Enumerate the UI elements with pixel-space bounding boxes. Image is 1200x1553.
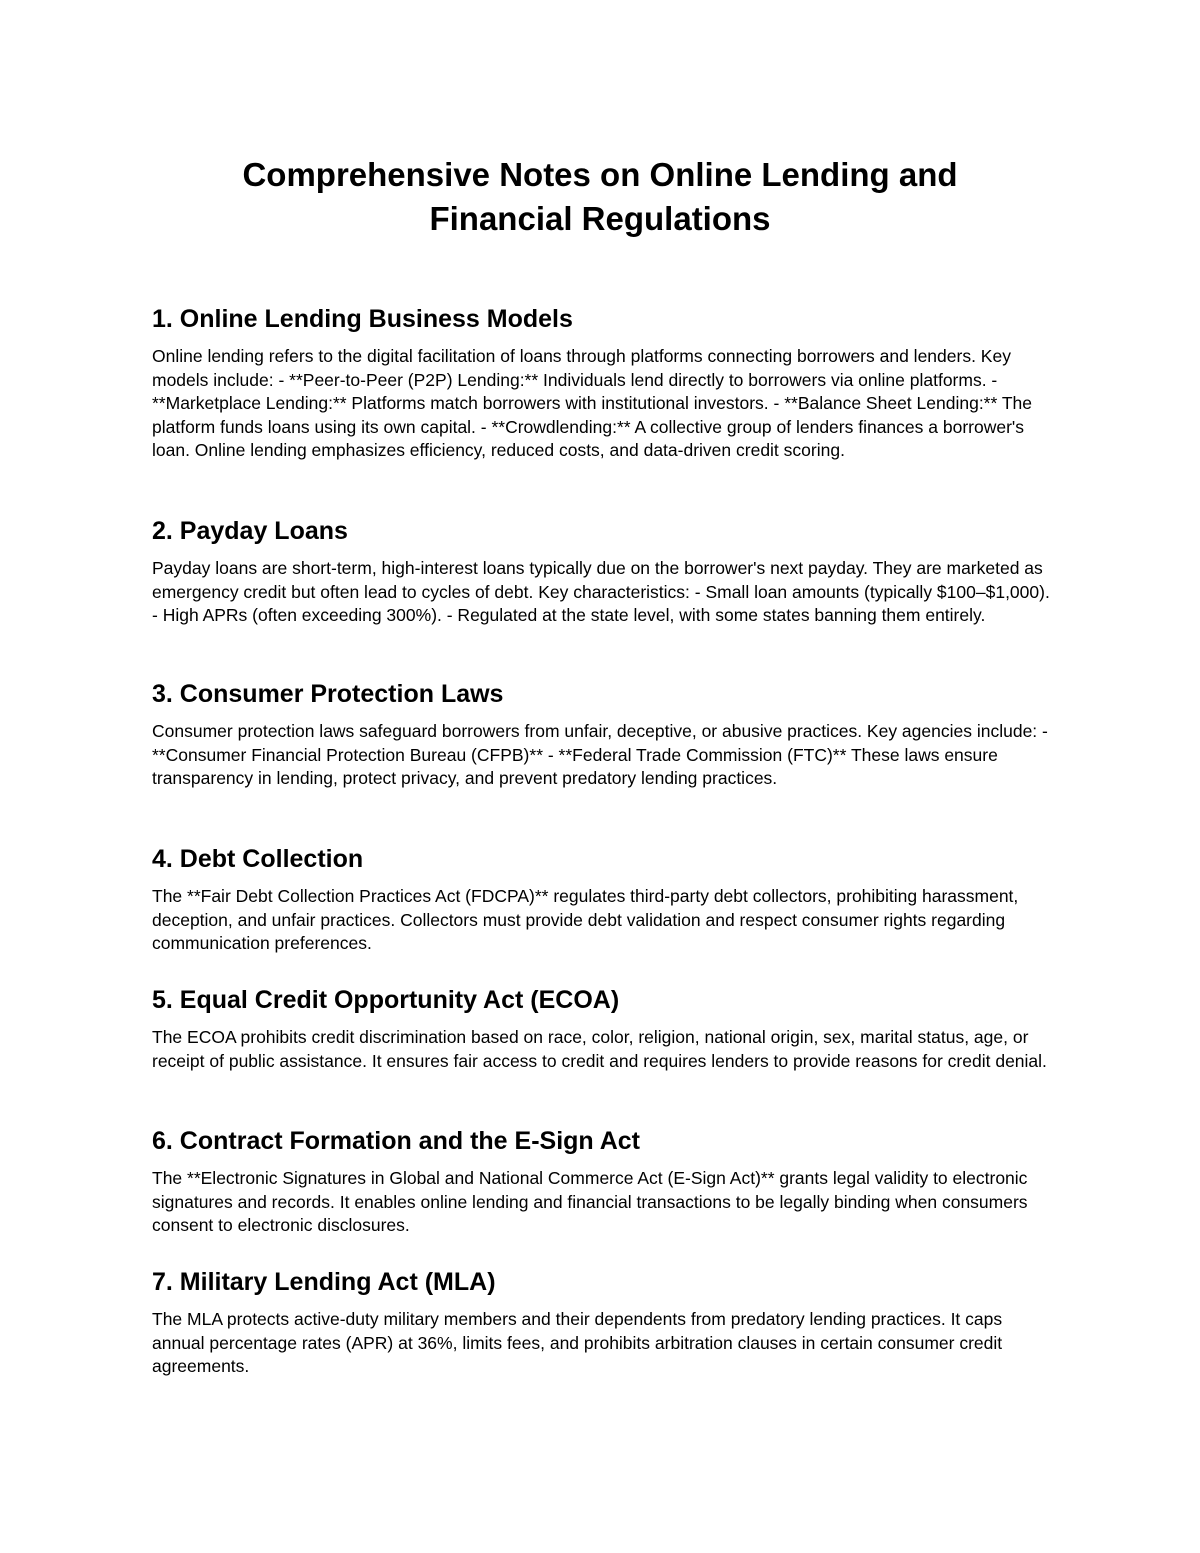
- title-line-2: Financial Regulations: [429, 200, 771, 237]
- section-heading: 7. Military Lending Act (MLA): [152, 1268, 496, 1296]
- section-consumer-protection: [152, 677, 1052, 791]
- section-heading: 2. Payday Loans: [152, 517, 348, 545]
- section-military-lending-act: [152, 1265, 1052, 1379]
- section-e-sign-act: [152, 1124, 1052, 1238]
- section-body: The ECOA prohibits credit discrimination based on race, color, religion, national origin, sex, marital status, age, or receipt of public assistance. It ensures fair access to credit and requires lenders to provide reasons for credit denial.: [152, 1027, 1047, 1071]
- section-online-lending-models: [152, 302, 1052, 463]
- section-body: Consumer protection laws safeguard borrowers from unfair, deceptive, or abusive practices. Key agencies include: - **Consumer Financial Protection Bureau (CFPB)** - **Federal Trade Commission (FTC)** These laws ensure transparency in lending, protect privacy, and prevent predatory lending practices.: [152, 721, 1048, 789]
- section-ecoa: [152, 983, 1052, 1073]
- section-body: The MLA protects active-duty military members and their dependents from predatory lending practices. It caps annual percentage rates (APR) at 36%, limits fees, and prohibits arbitration clauses in certain consumer credit agreements.: [152, 1309, 1003, 1377]
- section-body: Online lending refers to the digital facilitation of loans through platforms connecting borrowers and lenders. Key models include: - **Peer-to-Peer (P2P) Lending:** Individuals lend directly to borrowers via online platforms. - **Marketplace Lending:** Platforms match borrowers with institutional investors. - **Balance Sheet Lending:** The platform funds loans using its own capital. - **Crowdlending:** A collective group of lenders finances a borrower's loan. Online lending emphasizes efficiency, reduced costs, and data-driven credit scoring.: [152, 346, 1032, 461]
- section-body: The **Fair Debt Collection Practices Act (FDCPA)** regulates third-party debt collectors, prohibiting harassment, deception, and unfair practices. Collectors must provide debt validation and respect consumer rights regarding communication preferences.: [152, 886, 1019, 954]
- section-heading: 5. Equal Credit Opportunity Act (ECOA): [152, 986, 620, 1014]
- document-title: [150, 153, 1050, 241]
- section-heading: 4. Debt Collection: [152, 845, 364, 873]
- section-debt-collection: [152, 842, 1052, 956]
- section-body: The **Electronic Signatures in Global and National Commerce Act (E-Sign Act)** grants legal validity to electronic signatures and records. It enables online lending and financial transactions to be legally binding when consumers consent to electronic disclosures.: [152, 1168, 1028, 1236]
- section-heading: 6. Contract Formation and the E-Sign Act: [152, 1127, 640, 1155]
- title-line-1: Comprehensive Notes on Online Lending and: [242, 156, 958, 193]
- section-body: Payday loans are short-term, high-interest loans typically due on the borrower's next payday. They are marketed as emergency credit but often lead to cycles of debt. Key characteristics: - Small loan amounts (typically $100–$1,000). - High APRs (often exceeding 300%). - Regulated at the state level, with some states banning them entirely.: [152, 558, 1050, 626]
- section-heading: 1. Online Lending Business Models: [152, 305, 573, 333]
- section-heading: 3. Consumer Protection Laws: [152, 680, 504, 708]
- section-payday-loans: [152, 514, 1052, 628]
